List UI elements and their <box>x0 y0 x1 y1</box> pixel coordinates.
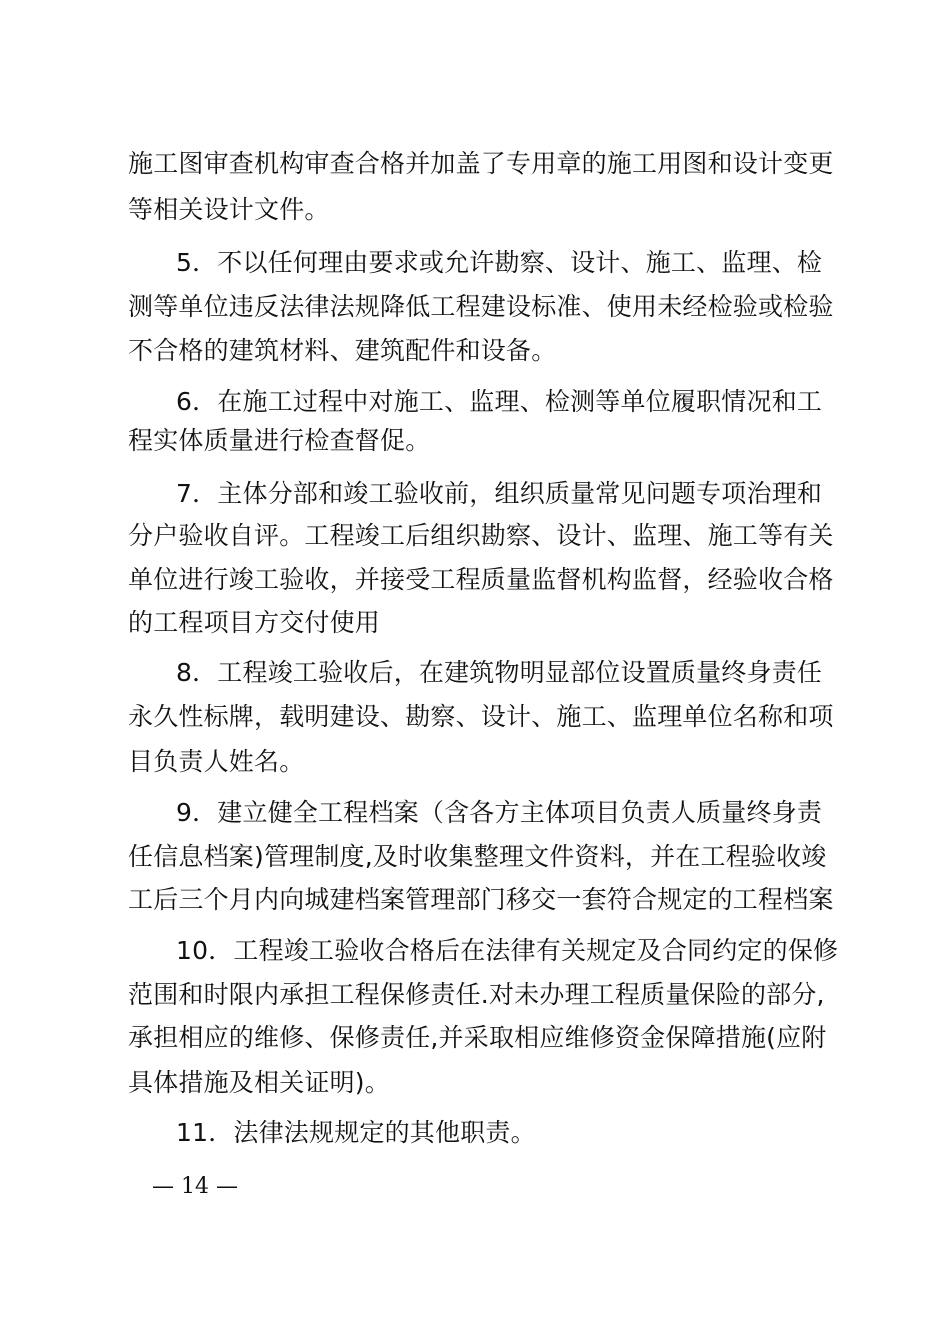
text-line-1: 施工图审查机构审查合格并加盖了专用章的施工用图和设计变更 <box>128 149 834 178</box>
item-10-line-1: 10．工程竣工验收合格后在法律有关规定及合同约定的保修 <box>176 936 839 965</box>
item-9-line-1: 9．建立健全工程档案（含各方主体项目负责人质量终身责 <box>176 798 823 827</box>
item-5-line-3: 不合格的建筑材料、建筑配件和设备。 <box>128 336 557 365</box>
item-9-line-2: 任信息档案)管理制度,及时收集整理文件资料，并在工程验收竣 <box>128 842 827 871</box>
item-8-line-2: 永久性标牌，载明建设、勘察、设计、施工、监理单位名称和项 <box>128 702 834 731</box>
text-line-2: 等相关设计文件。 <box>128 195 330 224</box>
item-5-line-2: 测等单位违反法律法规降低工程建设标准、使用未经检验或检验 <box>128 292 834 321</box>
item-7-line-3: 单位进行竣工验收，并接受工程质量监督机构监督，经验收合格 <box>128 565 834 594</box>
item-8-line-3: 目负责人姓名。 <box>128 747 305 776</box>
item-7-line-4: 的工程项目方交付使用 <box>128 608 381 637</box>
item-10-line-3: 承担相应的维修、保修责任,并采取相应维修资金保障措施(应附 <box>128 1023 827 1052</box>
item-6-line-2: 程实体质量进行检查督促。 <box>128 426 431 455</box>
item-7-line-2: 分户验收自评。工程竣工后组织勘察、设计、监理、施工等有关 <box>128 521 834 550</box>
item-5-line-1: 5．不以任何理由要求或允许勘察、设计、施工、监理、检 <box>176 248 823 277</box>
item-10-line-4: 具体措施及相关证明)。 <box>128 1068 390 1097</box>
item-8-line-1: 8．工程竣工验收后，在建筑物明显部位设置质量终身责任 <box>176 658 823 687</box>
item-6-line-1: 6．在施工过程中对施工、监理、检测等单位履职情况和工 <box>176 387 823 416</box>
item-7-line-1: 7．主体分部和竣工验收前，组织质量常见问题专项治理和 <box>176 479 823 508</box>
item-9-line-3: 工后三个月内向城建档案管理部门移交一套符合规定的工程档案 <box>128 885 834 914</box>
item-11-line-1: 11．法律法规规定的其他职责。 <box>176 1118 536 1147</box>
page-number: — 14 — <box>152 1174 238 1199</box>
item-10-line-2: 范围和时限内承担工程保修责任.对未办理工程质量保险的部分, <box>128 980 825 1009</box>
